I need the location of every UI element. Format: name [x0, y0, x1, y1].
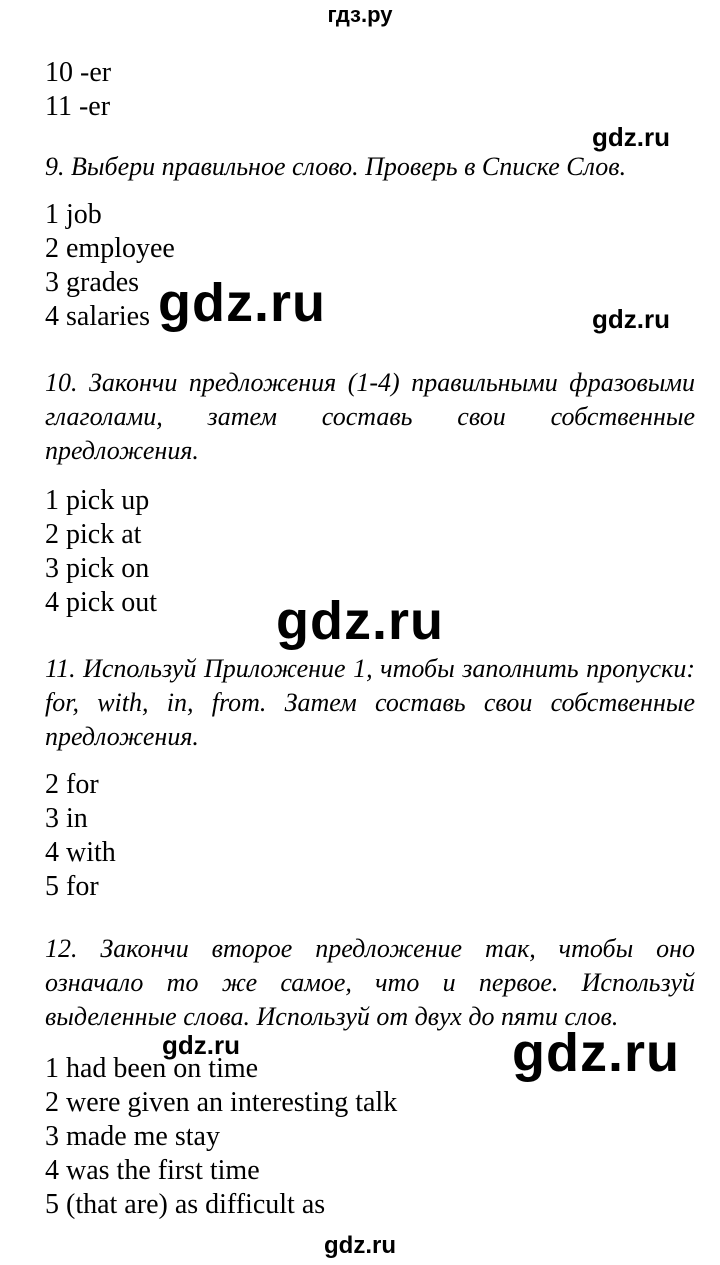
watermark: gdz.ru [512, 1023, 680, 1083]
watermark: gdz.ru [158, 273, 326, 333]
list-item: 3 made me stay [45, 1121, 220, 1152]
list-item: 2 for [45, 769, 99, 800]
watermark: gdz.ru [162, 1030, 240, 1060]
list-item: 1 had been on time [45, 1053, 259, 1084]
answer-list-top [45, 56, 111, 124]
site-header: гдз.ру [327, 2, 393, 27]
list-item: 2 pick at [45, 519, 142, 550]
task-12-heading: 12. Закончи второе предложение так, чтобы оно означало то же самое, что и первое. Используй выделенные слова. Используй от двух до пяти слов. [45, 934, 695, 1031]
list-item: 3 grades [45, 267, 140, 298]
answer-list-task-10 [45, 484, 157, 620]
list-item: 2 employee [45, 233, 175, 264]
list-item: 4 pick out [45, 587, 157, 618]
list-item: 1 pick up [45, 485, 150, 516]
list-item: 10 -er [45, 57, 112, 88]
list-item: 5 for [45, 871, 99, 902]
task-10-heading: 10. Закончи предложения (1-4) правильными фразовыми глаголами, затем составь свои собственные предложения. [45, 368, 695, 465]
list-item: 4 with [45, 837, 116, 868]
list-item: 11 -er [45, 91, 111, 122]
list-item: 5 (that are) as difficult as [45, 1189, 326, 1220]
list-item: 2 were given an interesting talk [45, 1087, 398, 1118]
answer-list-task-12 [45, 1052, 397, 1222]
task-11-heading: 11. Используй Приложение 1, чтобы заполнить пропуски: for, with, in, from. Затем составь свои собственные предложения. [45, 654, 695, 751]
watermark: gdz.ru [276, 591, 444, 651]
watermark: gdz.ru [592, 122, 670, 152]
list-item: 4 was the first time [45, 1155, 260, 1186]
list-item: 1 job [45, 199, 102, 230]
answer-list-task-9 [45, 198, 175, 334]
list-item: 3 pick on [45, 553, 150, 584]
list-item: 4 salaries [45, 301, 150, 332]
task-9-heading: 9. Выбери правильное слово. Проверь в Списке Слов. [45, 152, 627, 181]
list-item: 3 in [45, 803, 88, 834]
answer-list-task-11 [45, 768, 116, 904]
watermark: gdz.ru [592, 304, 670, 334]
site-footer: gdz.ru [324, 1232, 396, 1259]
